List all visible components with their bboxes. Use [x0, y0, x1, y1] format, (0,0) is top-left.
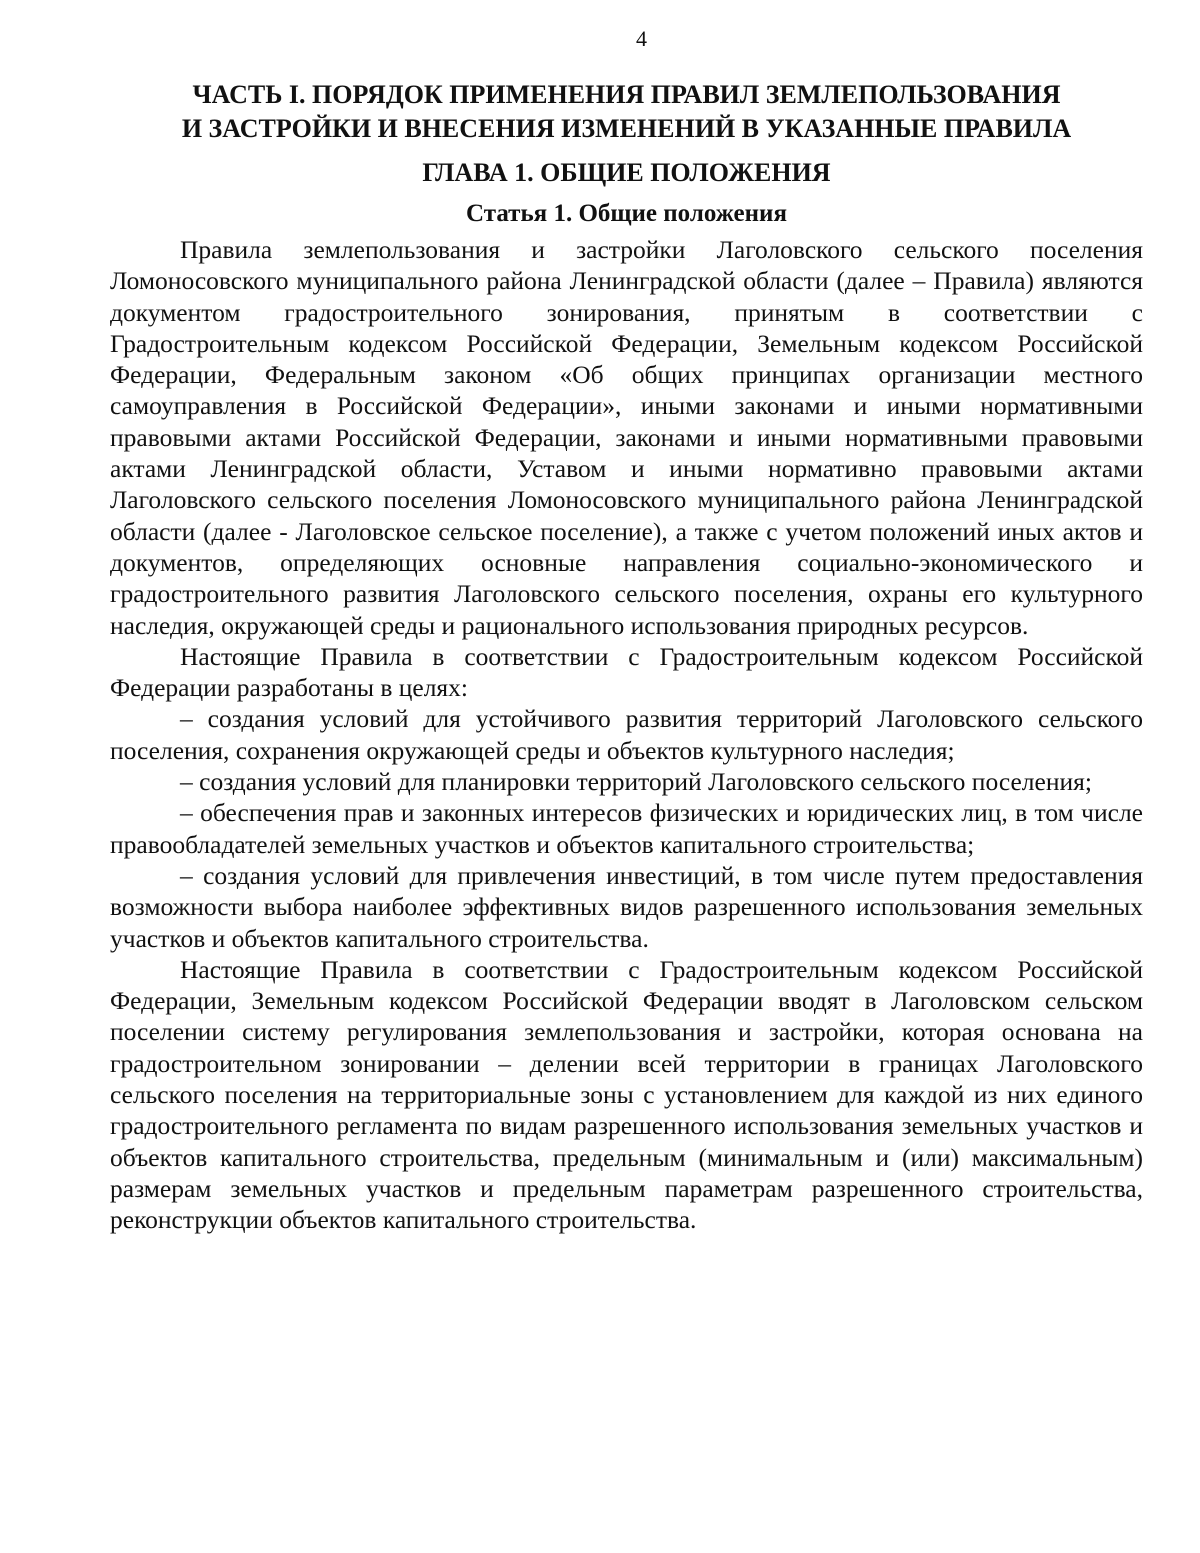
list-item: – создания условий для планировки территорий Лаголовского сельского поселения; [180, 767, 1092, 797]
list-item: – создания условий для устойчивого развития территорий Лаголовского сельского поселения, сохранения окружающей среды и объектов культурного наследия; [110, 704, 1143, 765]
chapter-title: ГЛАВА 1. ОБЩИЕ ПОЛОЖЕНИЯ [422, 158, 831, 187]
part-title-line-1: ЧАСТЬ I. ПОРЯДОК ПРИМЕНЕНИЯ ПРАВИЛ ЗЕМЛЕПОЛЬЗОВАНИЯ [192, 80, 1061, 109]
paragraph: Правила землепользования и застройки Лаголовского сельского поселения Ломоносовского муниципального района Ленинградской области (далее – Правила) являются документом градостроительного зонирования, принятым в соответствии с Градостроительным кодексом Российской Федерации, Земельным кодексом Российской Федерации, Федеральным законом «Об общих принципах организации местного самоуправления в Российской Федерации», иными законами и иными нормативными правовыми актами Российской Федерации, законами и иными нормативными правовыми актами Ленинградской области, Уставом и иными нормативно правовыми актами Лаголовского сельского поселения Ломоносовского муниципального района Ленинградской области (далее - Лаголовское сельское поселение), а также с учетом положений иных актов и документов, определяющих основные направления социально-экономического и градостроительного развития Лаголовского сельского поселения, охраны его культурного наследия, окружающей среды и рационального использования природных ресурсов. [110, 235, 1143, 640]
page-number: 4 [636, 26, 647, 51]
article-body [110, 234, 1143, 1236]
list-item: – создания условий для привлечения инвестиций, в том числе путем предоставления возможности выбора наиболее эффективных видов разрешенного использования земельных участков и объектов капитального строительства. [110, 860, 1143, 953]
part-title [110, 78, 1143, 146]
paragraph: Настоящие Правила в соответствии с Градостроительным кодексом Российской Федерации разработаны в целях: [110, 641, 1143, 703]
document-page [110, 24, 1143, 1236]
closing-paragraph: Настоящие Правила в соответствии с Градостроительным кодексом Российской Федерации, Земельным кодексом Российской Федерации вводят в Лаголовском сельском поселении систему регулирования землепользования и застройки, которая основана на градостроительном зонировании – делении всей территории в границах Лаголовского сельского поселения на территориальные зоны с установлением для каждой из них единого градостроительного регламента по видам разрешенного использования земельных участков и объектов капитального строительства, предельным (минимальным и (или) максимальным) размерам земельных участков и предельным параметрам разрешенного строительства, реконструкции объектов капитального строительства. [110, 954, 1143, 1235]
list-item: – обеспечения прав и законных интересов физических и юридических лиц, в том числе правообладателей земельных участков и объектов капитального строительства; [110, 798, 1143, 859]
article-title: Статья 1. Общие положения [466, 200, 787, 227]
part-title-line-2: И ЗАСТРОЙКИ И ВНЕСЕНИЯ ИЗМЕНЕНИЙ В УКАЗАННЫЕ ПРАВИЛА [181, 114, 1072, 143]
